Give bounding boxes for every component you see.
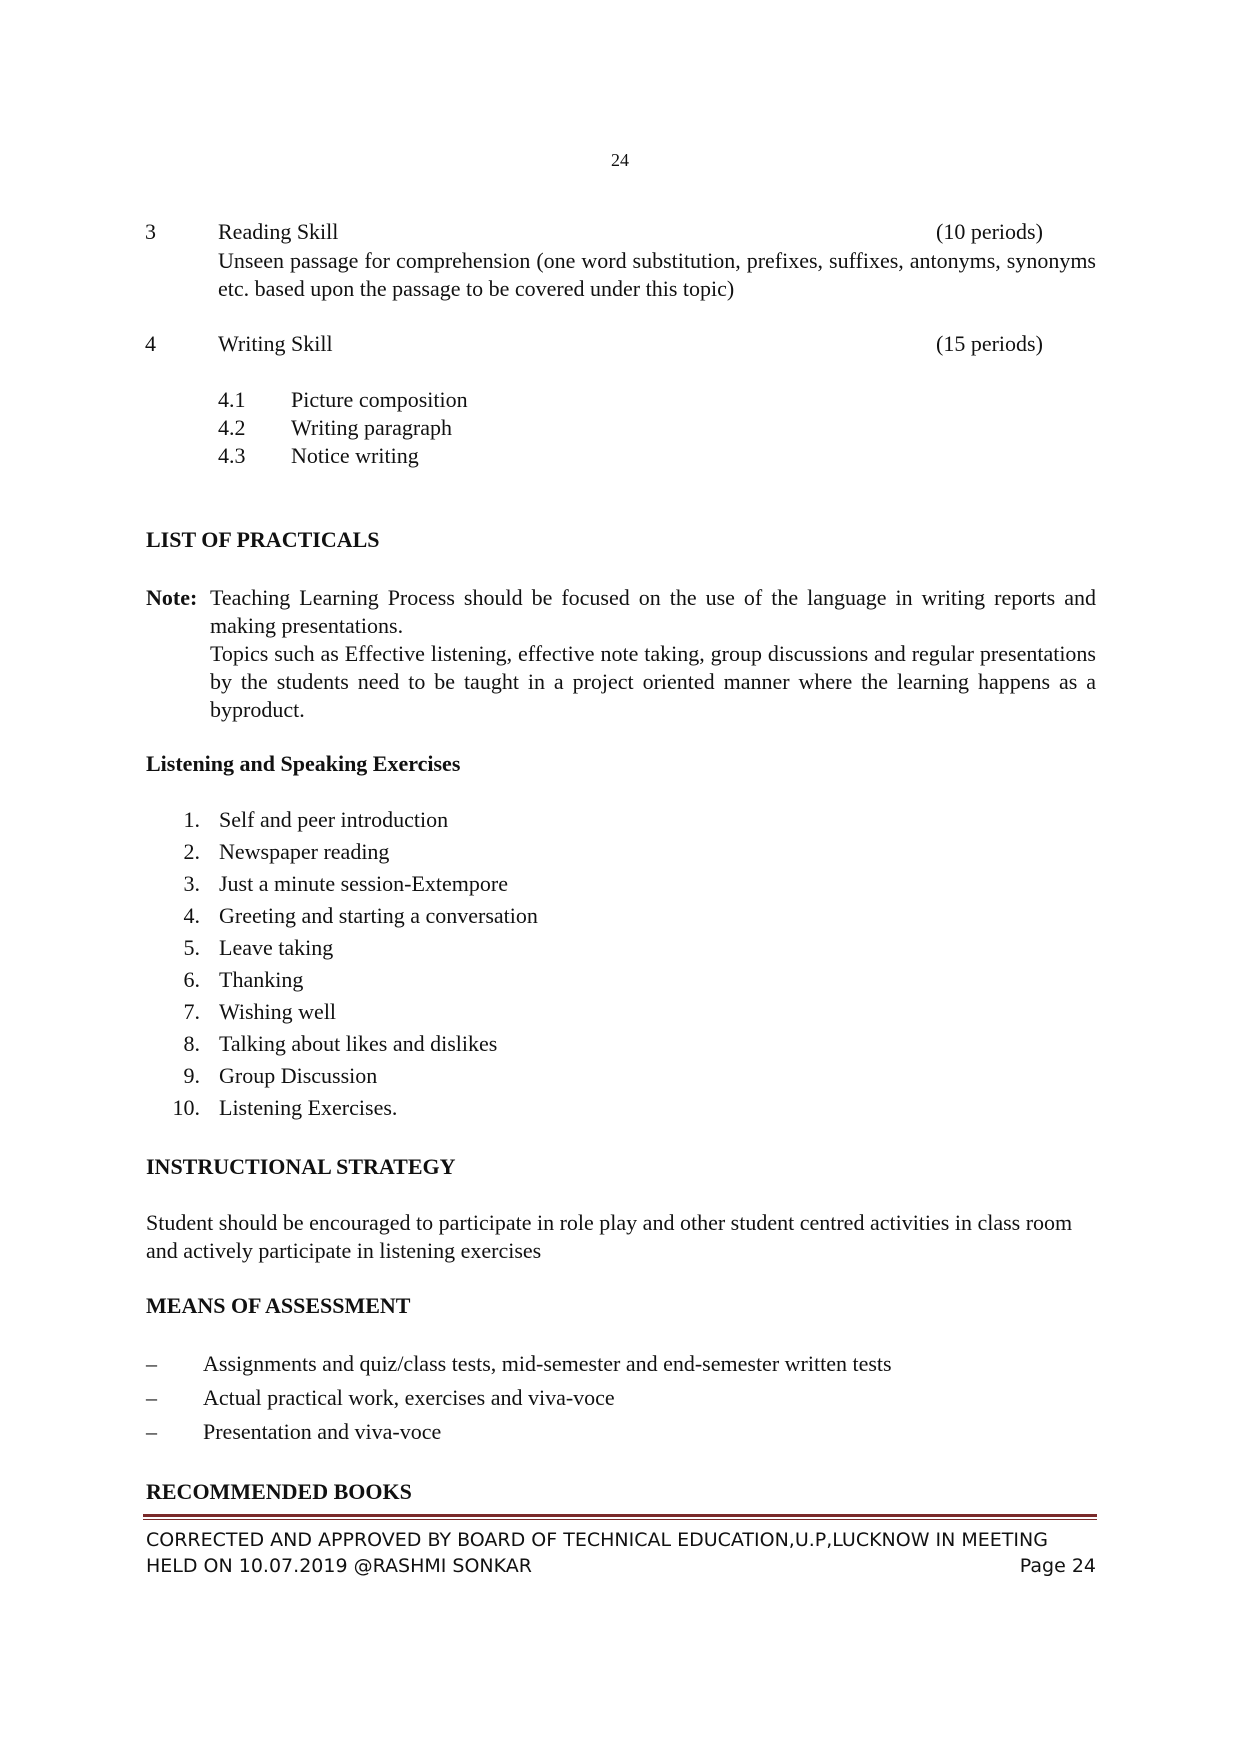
subtopic-text: Picture composition [291, 387, 468, 412]
unit-title: Reading Skill [218, 219, 339, 244]
unit-number: 3 [145, 219, 156, 244]
list-item-number: 9. [183, 1063, 200, 1088]
note-paragraph: Topics such as Effective listening, effective note taking, group discussions and regular presentations by the students need to be taught in a project oriented manner where the learning happens as a byproduct. [210, 641, 1096, 722]
unit-description: Unseen passage for comprehension (one word substitution, prefixes, suffixes, antonyms, synonyms etc. based upon the passage to be covered under this topic) [218, 248, 1096, 301]
section-heading-assessment: MEANS OF ASSESSMENT [146, 1293, 411, 1318]
page-number-top: 24 [611, 150, 629, 170]
list-item: Leave taking [219, 935, 334, 960]
assessment-item: Presentation and viva-voce [203, 1419, 442, 1444]
list-item-number: 1. [183, 807, 200, 832]
list-item: Greeting and starting a conversation [219, 903, 538, 928]
section-heading-recommended-books: RECOMMENDED BOOKS [146, 1479, 412, 1504]
list-item-number: 2. [183, 839, 200, 864]
dash-bullet: – [146, 1385, 157, 1410]
unit-periods: (15 periods) [936, 331, 1043, 356]
list-item: Newspaper reading [219, 839, 390, 864]
list-item-number: 8. [183, 1031, 200, 1056]
subtopic-text: Writing paragraph [291, 415, 452, 440]
note-label: Note: [146, 585, 198, 610]
footer-line-1: CORRECTED AND APPROVED BY BOARD OF TECHNICAL EDUCATION,U.P,LUCKNOW IN MEETING [146, 1529, 1048, 1551]
list-item: Thanking [219, 967, 304, 992]
assessment-item: Actual practical work, exercises and viva-voce [203, 1385, 615, 1410]
list-item: Self and peer introduction [219, 807, 449, 832]
section-heading-instructional-strategy: INSTRUCTIONAL STRATEGY [146, 1154, 456, 1179]
dash-bullet: – [146, 1419, 157, 1444]
unit-title: Writing Skill [218, 331, 333, 356]
subtopic-number: 4.2 [218, 415, 246, 440]
note-paragraph: Teaching Learning Process should be focused on the use of the language in writing reports and making presentations. [210, 585, 1096, 638]
unit-periods: (10 periods) [936, 219, 1043, 244]
list-item: Just a minute session-Extempore [219, 871, 509, 896]
list-item: Talking about likes and dislikes [219, 1031, 498, 1056]
list-item: Wishing well [219, 999, 337, 1024]
section-heading-practicals: LIST OF PRACTICALS [146, 527, 380, 552]
subtopic-number: 4.1 [218, 387, 246, 412]
subtopic-number: 4.3 [218, 443, 246, 468]
subheading-listening-speaking: Listening and Speaking Exercises [146, 751, 461, 776]
footer-rule [143, 1519, 1097, 1520]
footer-page-label: Page 24 [1019, 1555, 1096, 1577]
unit-number: 4 [145, 331, 156, 356]
dash-bullet: – [146, 1351, 157, 1376]
list-item-number: 4. [183, 903, 200, 928]
subtopic-text: Notice writing [291, 443, 419, 468]
list-item-number: 3. [183, 871, 200, 896]
footer-line-2: HELD ON 10.07.2019 @RASHMI SONKAR [146, 1555, 532, 1577]
list-item-number: 5. [183, 935, 200, 960]
list-item: Listening Exercises. [219, 1095, 398, 1120]
instructional-strategy-text: Student should be encouraged to participate in role play and other student centred activities in class room and actively participate in listening exercises [146, 1210, 1073, 1263]
footer-rule [143, 1514, 1097, 1517]
assessment-item: Assignments and quiz/class tests, mid-semester and end-semester written tests [203, 1351, 892, 1376]
list-item-number: 10. [172, 1095, 200, 1120]
list-item-number: 6. [183, 967, 200, 992]
list-item: Group Discussion [219, 1063, 378, 1088]
list-item-number: 7. [183, 999, 200, 1024]
